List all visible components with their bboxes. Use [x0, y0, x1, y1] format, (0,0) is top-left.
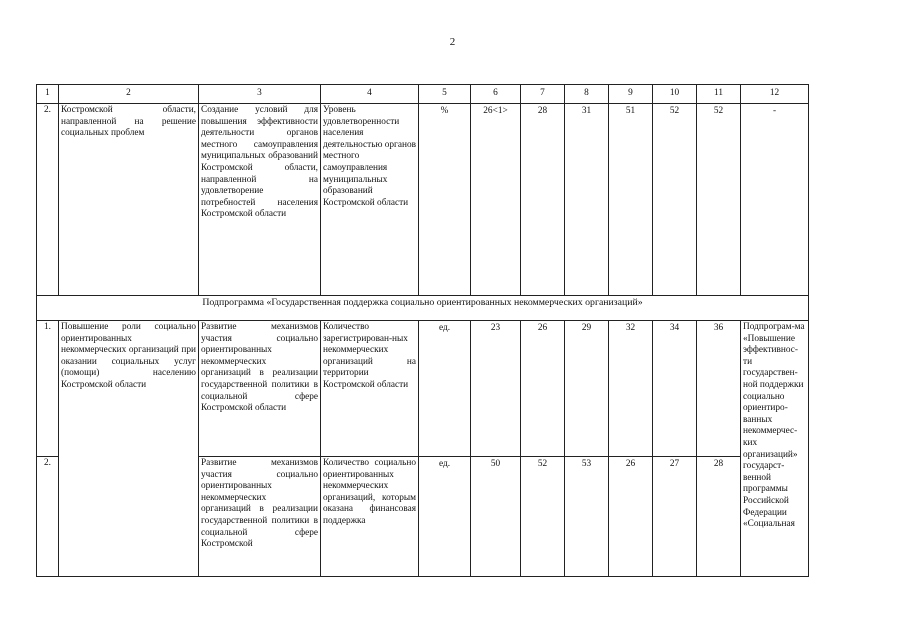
col-header: 11 [697, 85, 741, 104]
note-cell: - [741, 104, 809, 296]
page-number: 2 [449, 36, 456, 48]
table-row [37, 321, 809, 457]
indicators-table [36, 84, 809, 577]
col-header: 8 [565, 85, 609, 104]
indicator-cell: Количество зарегистрирован-ных некоммерческих организаций на территории Костромской области [321, 321, 419, 457]
unit-cell: ед. [419, 457, 471, 577]
value-cell: 52 [653, 104, 697, 296]
col-header: 12 [741, 85, 809, 104]
col-header: 7 [521, 85, 565, 104]
value-cell: 32 [609, 321, 653, 457]
value-cell: 36 [697, 321, 741, 457]
task-cell: Развитие механизмов участия социально ориентированных некоммерческих организаций в реализации государственной политики в социальной сфере Костромской [199, 457, 321, 577]
indicator-cell: Уровень удовлетворенности населения деятельностью органов местного самоуправления муниципальных образований Костромской области [321, 104, 419, 296]
col-header: 9 [609, 85, 653, 104]
header-row [37, 85, 809, 104]
value-cell: 34 [653, 321, 697, 457]
value-cell: 31 [565, 104, 609, 296]
col-header: 1 [37, 85, 59, 104]
value-cell: 52 [697, 104, 741, 296]
goal-cell: Костромской области, направленной на решение социальных проблем [59, 104, 199, 296]
task-cell: Создание условий для повышения эффективности деятельности органов местного самоуправления муниципальных образований Костромской области, направленной на удовлетворение потребностей населения Костромской области [199, 104, 321, 296]
value-cell: 50 [471, 457, 521, 577]
col-header: 5 [419, 85, 471, 104]
row-number: 1. [37, 321, 59, 457]
value-cell: 29 [565, 321, 609, 457]
unit-cell: % [419, 104, 471, 296]
row-number: 2. [37, 104, 59, 296]
table-row [37, 104, 809, 296]
subprogram-title: Подпрограмма «Государственная поддержка социально ориентированных некоммерческих организаций» [37, 296, 809, 321]
value-cell: 26<1> [471, 104, 521, 296]
value-cell: 23 [471, 321, 521, 457]
subprogram-row [37, 296, 809, 321]
value-cell: 27 [653, 457, 697, 577]
col-header: 2 [59, 85, 199, 104]
value-cell: 28 [521, 104, 565, 296]
goal-cell: Повышение роли социально ориентированных некоммерческих организаций при оказании социальных услуг (помощи) населению Костромской области [59, 321, 199, 577]
unit-cell: ед. [419, 321, 471, 457]
value-cell: 51 [609, 104, 653, 296]
col-header: 3 [199, 85, 321, 104]
row-number: 2. [37, 457, 59, 577]
col-header: 4 [321, 85, 419, 104]
value-cell: 53 [565, 457, 609, 577]
value-cell: 26 [609, 457, 653, 577]
value-cell: 52 [521, 457, 565, 577]
col-header: 10 [653, 85, 697, 104]
value-cell: 26 [521, 321, 565, 457]
task-cell: Развитие механизмов участия социально ориентированных некоммерческих организаций в реализации государственной политики в социальной сфере Костромской области [199, 321, 321, 457]
col-header: 6 [471, 85, 521, 104]
indicator-cell: Количество социально ориентированных некоммерческих организаций, которым оказана финансовая поддержка [321, 457, 419, 577]
note-cell: Подпрограм-ма «Повышение эффективнос-ти государствен-ной поддержки социально ориентиро-ванных некоммерчес-ких организаций» государст-венной программы Российской Федерации «Социальная [741, 321, 809, 577]
value-cell: 28 [697, 457, 741, 577]
